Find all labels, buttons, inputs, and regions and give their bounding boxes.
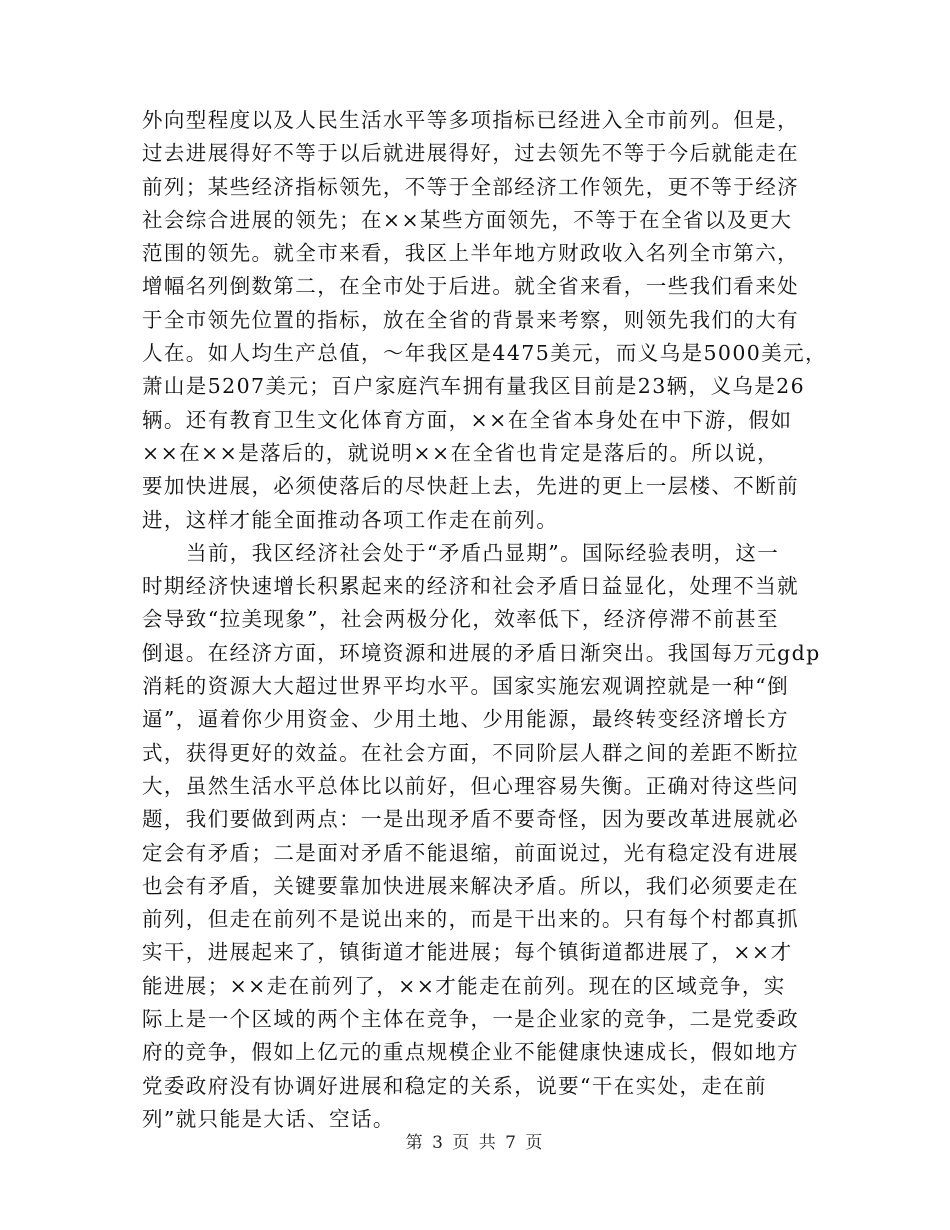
text-line: 实干，进展起来了，镇街道才能进展；每个镇街道都进展了，××才 [142,940,793,965]
text-line: 逼”，逼着你少用资金、少用土地、少用能源，最终转变经济增长方 [142,707,789,732]
text-line: 增幅名列倒数第二，在全市处于后进。就全省来看，一些我们看来处 [142,274,799,299]
text-line: 人在。如人均生产总值，～年我区是4475美元，而义乌是5000美元， [142,341,827,366]
text-line: ××在××是落后的，就说明××在全省也肯定是落后的。所以说， [142,440,780,465]
text-line: 大，虽然生活水平总体比以前好，但心理容易失衡。正确对待这些问 [142,773,799,798]
text-line: 府的竞争，假如上亿元的重点规模企业不能健康快速成长，假如地方 [142,1040,799,1065]
text-line: 也会有矛盾，关键要靠加快进展来解决矛盾。所以，我们必须要走在 [142,873,799,898]
text-line: 过去进展得好不等于以后就进展得好，过去领先不等于今后就能走在 [142,141,799,166]
text-line: 前列，但走在前列不是说出来的，而是干出来的。只有每个村都真抓 [142,907,799,932]
text-line: 倒退。在经济方面，环境资源和进展的矛盾日渐突出。我国每万元gdp [142,640,821,665]
text-line: 能进展；××走在前列了，××才能走在前列。现在的区域竞争，实 [142,973,786,998]
text-line: 于全市领先位置的指标，放在全省的背景来考察，则领先我们的大有 [142,307,799,332]
text-line: 时期经济快速增长积累起来的经济和社会矛盾日益显化，处理不当就 [142,574,799,599]
text-line: 定会有矛盾；二是面对矛盾不能退缩，前面说过，光有稳定没有进展 [142,840,799,865]
text-line: 消耗的资源大大超过世界平均水平。国家实施宏观调控就是一种“倒 [142,674,789,699]
page-number-footer: 第 3 页 共 7 页 [405,1133,545,1153]
text-line: 进，这样才能全面推动各项工作走在前列。 [142,507,559,532]
text-line: 外向型程度以及人民生活水平等多项指标已经进入全市前列。但是， [142,108,799,132]
text-line: 萧山是5207美元；百户家庭汽车拥有量我区目前是23辆，义乌是26 [142,374,806,399]
text-line: 要加快进展，必须使落后的尽快赶上去，先进的更上一层楼、不断前 [142,474,799,499]
text-line: 题，我们要做到两点：一是出现矛盾不要奇怪，因为要改革进展就必 [142,807,799,832]
text-line: 式，获得更好的效益。在社会方面，不同阶层人群之间的差距不断拉 [142,740,799,765]
text-line: 社会综合进展的领先；在××某些方面领先，不等于在全省以及更大 [142,207,793,232]
text-line: 范围的领先。就全市来看，我区上半年地方财政收入名列全市第六， [142,241,799,266]
text-line: 会导致“拉美现象”，社会两极分化，效率低下，经济停滞不前甚至 [142,607,779,632]
text-line: 前列；某些经济指标领先，不等于全部经济工作领先，更不等于经济 [142,174,799,199]
text-line: 列”就只能是大话、空话。 [142,1106,395,1131]
document-body [142,104,832,1136]
text-line: 辆。还有教育卫生文化体育方面，××在全省本身处在中下游，假如 [142,407,793,432]
paragraph-first-line: 当前，我区经济社会处于“矛盾凸显期”。国际经验表明，这一 [186,540,780,565]
text-line: 党委政府没有协调好进展和稳定的关系，说要“干在实处，走在前 [142,1073,768,1098]
text-line: 际上是一个区域的两个主体在竞争，一是企业家的竞争，二是党委政 [142,1007,799,1032]
